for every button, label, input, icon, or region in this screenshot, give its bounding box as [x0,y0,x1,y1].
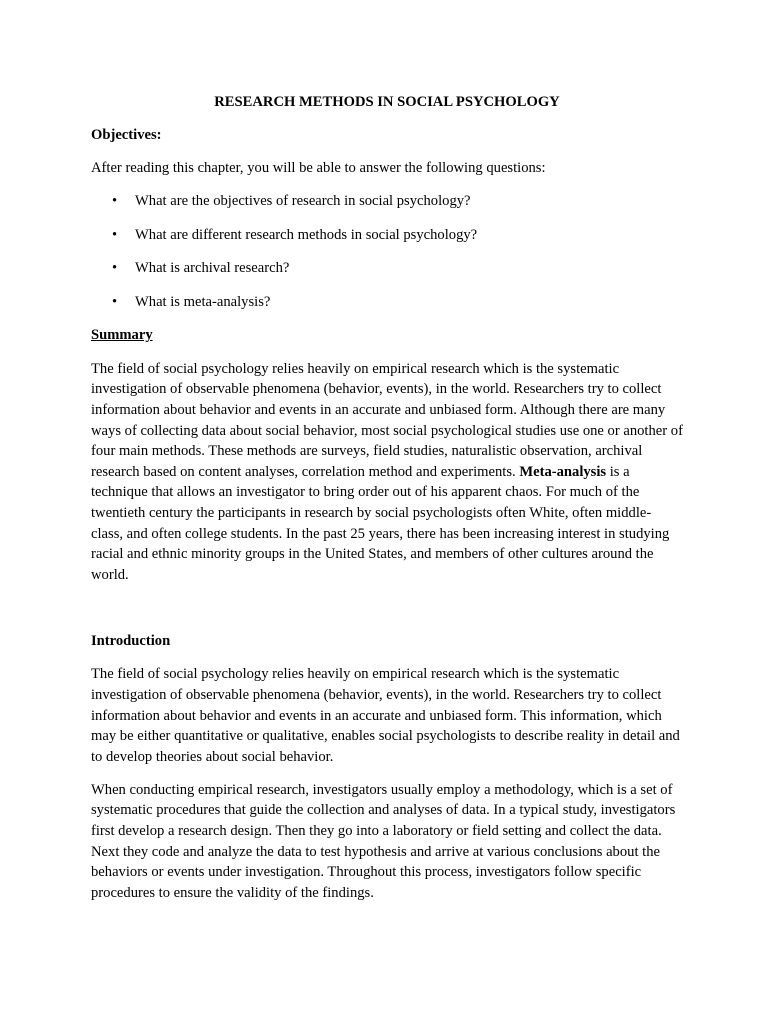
document-page [91,92,683,903]
bullet-icon: • [112,193,118,210]
introduction-heading: Introduction [91,633,171,650]
list-item [91,258,683,279]
bullet-icon: • [112,260,118,277]
question-text: What are the objectives of research in social psychology? [135,193,471,210]
objectives-heading: Objectives: [91,127,162,143]
question-text: What is archival research? [135,260,290,277]
bullet-icon: • [112,293,118,310]
summary-heading: Summary [91,327,153,344]
introduction-paragraph-1: The field of social psychology relies heavily on empirical research which is the systematic investigation of observable phenomena (behavior, events), in the world. Researchers try to collect information about behavior and events in an accurate and unbiased form. This information, which may be either quantitative or qualitative, enables social psychologists to describe reality in detail and to develop theories about social behavior. [91,666,680,765]
bullet-icon: • [112,226,118,243]
summary-text-part1: The field of social psychology relies heavily on empirical research which is the systematic investigation of observable phenomena (behavior, events), in the world. Researchers try to collect information about behavior and events in an accurate and unbiased form. Although there are many ways of collecting data about social behavior, most social psychological studies use one or another of four main methods. These methods are surveys, field studies, naturalistic observation, archival research based on content analyses, correlation method and experiments. [91,360,683,480]
question-text: What is meta-analysis? [135,293,271,310]
list-item [91,191,683,212]
list-item [91,292,683,313]
introduction-paragraph-2: When conducting empirical research, investigators usually employ a methodology, which is a set of systematic procedures that guide the collection and analyses of data. In a typical study, investigators first develop a research design. Then they go into a laboratory or field setting and collect the data. Next they code and analyze the data to test hypothesis and arrive at various conclusions about the behaviors or events under investigation. Throughout this process, investigators follow specific procedures to ensure the validity of the findings. [91,781,676,901]
summary-text-part2: is a technique that allows an investigator to bring order out of his apparent chaos. For much of the twentieth century the participants in research by social psychologists often White, often middle-class, and often college students. In the past 25 years, there has been increasing interest in studying racial and ethnic minority groups in the United States, and members of other cultures around the world. [91,463,670,583]
questions-list [91,191,683,313]
meta-analysis-term: Meta-analysis [519,463,607,480]
question-text: What are different research methods in social psychology? [135,226,478,243]
summary-paragraph [91,359,683,586]
document-title: RESEARCH METHODS IN SOCIAL PSYCHOLOGY [214,94,560,110]
list-item [91,225,683,246]
objectives-intro: After reading this chapter, you will be able to answer the following questions: [91,160,546,177]
